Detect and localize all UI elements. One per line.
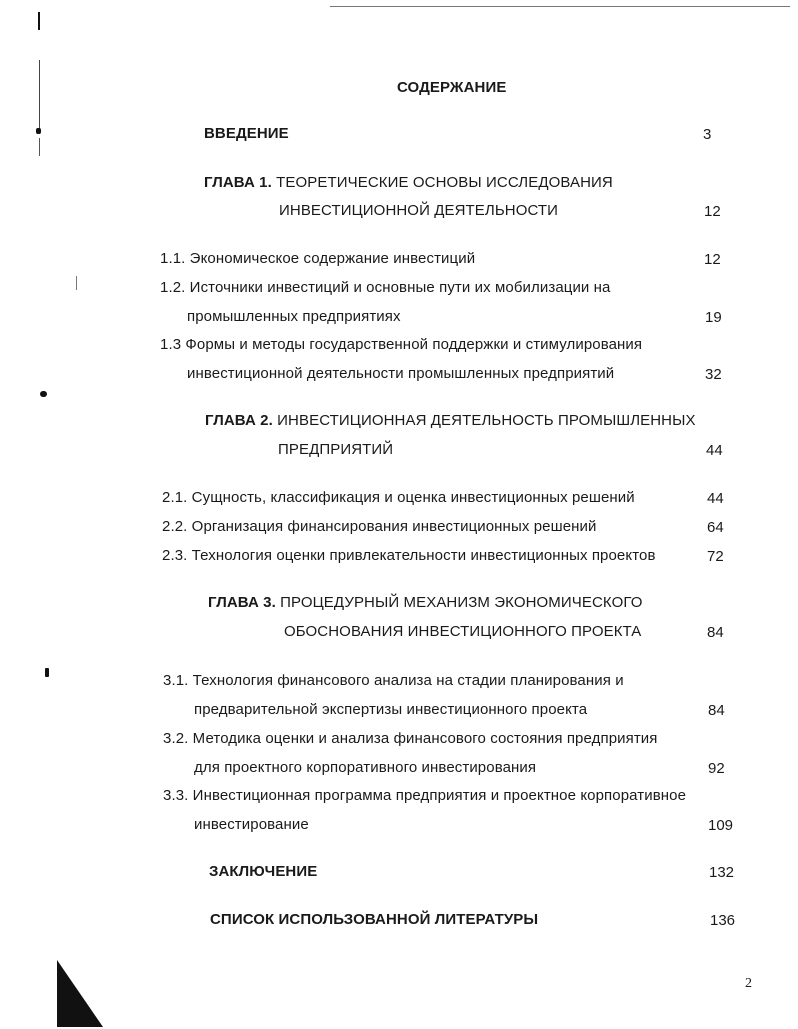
section-1-1-page: 12 (704, 251, 721, 268)
section-3-1-title-line2: предварительной экспертизы инвестиционного проекта (194, 701, 588, 718)
chapter-1-page: 12 (704, 203, 721, 220)
toc-conclusion-label: ЗАКЛЮЧЕНИЕ (209, 863, 318, 880)
chapter-3-page: 84 (707, 624, 724, 641)
section-3-2-page: 92 (708, 760, 725, 777)
chapter-1-prefix: ГЛАВА 1. (204, 174, 272, 191)
section-2-2-title: 2.2. Организация финансирования инвестиционных решений (162, 518, 597, 535)
section-1-1-title: 1.1. Экономическое содержание инвестиций (160, 250, 476, 267)
chapter-2-prefix: ГЛАВА 2. (205, 412, 273, 429)
section-1-2-page: 19 (705, 309, 722, 326)
section-3-3-title-line1: 3.3. Инвестиционная программа предприятия и проектное корпоративное (163, 787, 687, 804)
section-1-3-title-line1: 1.3 Формы и методы государственной поддержки и стимулирования (160, 336, 643, 353)
scan-artifact-dot (36, 128, 41, 134)
section-2-1-page: 44 (707, 490, 724, 507)
chapter-3-heading (208, 594, 642, 611)
section-2-1-title: 2.1. Сущность, классификация и оценка инвестиционных решений (162, 489, 635, 506)
section-2-2-page: 64 (707, 519, 724, 536)
section-3-1-title-line1: 3.1. Технология финансового анализа на стадии планирования и (163, 672, 624, 689)
chapter-1-title-line2: ИНВЕСТИЦИОННОЙ ДЕЯТЕЛЬНОСТИ (279, 202, 559, 219)
toc-references-page: 136 (710, 912, 736, 929)
chapter-3-title-line2: ОБОСНОВАНИЯ ИНВЕСТИЦИОННОГО ПРОЕКТА (284, 623, 642, 640)
section-3-3-page: 109 (708, 817, 734, 834)
scan-artifact-margin-line (39, 138, 40, 156)
chapter-2-title-line2: ПРЕДПРИЯТИЙ (278, 441, 394, 458)
toc-intro-label: ВВЕДЕНИЕ (204, 125, 289, 142)
scan-artifact-top-line (330, 6, 790, 7)
chapter-2-page: 44 (706, 442, 723, 459)
page-number: 2 (745, 976, 752, 991)
scan-artifact-dot (40, 391, 47, 397)
scan-artifact-margin-line (76, 276, 77, 290)
section-2-3-title: 2.3. Технология оценки привлекательности инвестиционных проектов (162, 547, 656, 564)
scan-artifact-corner-triangle (55, 958, 105, 1029)
toc-title: СОДЕРЖАНИЕ (397, 79, 507, 96)
chapter-1-title-line1: ТЕОРЕТИЧЕСКИЕ ОСНОВЫ ИССЛЕДОВАНИЯ (276, 174, 613, 191)
section-1-3-page: 32 (705, 366, 722, 383)
scan-artifact-margin-line (38, 12, 40, 30)
section-3-2-title-line1: 3.2. Методика оценки и анализа финансового состояния предприятия (163, 730, 658, 747)
section-3-3-title-line2: инвестирование (194, 816, 309, 833)
toc-references-label: СПИСОК ИСПОЛЬЗОВАННОЙ ЛИТЕРАТУРЫ (210, 911, 539, 928)
toc-conclusion-page: 132 (709, 864, 735, 881)
chapter-2-title-line1: ИНВЕСТИЦИОННАЯ ДЕЯТЕЛЬНОСТЬ ПРОМЫШЛЕННЫХ (277, 412, 696, 429)
scan-artifact-margin-line (39, 60, 40, 130)
scan-artifact-dot (45, 668, 49, 677)
chapter-3-prefix: ГЛАВА 3. (208, 594, 276, 611)
section-2-3-page: 72 (707, 548, 724, 565)
section-1-2-title-line1: 1.2. Источники инвестиций и основные пути их мобилизации на (160, 279, 611, 296)
section-3-2-title-line2: для проектного корпоративного инвестирования (194, 759, 537, 776)
section-1-2-title-line2: промышленных предприятиях (187, 308, 401, 325)
section-3-1-page: 84 (708, 702, 725, 719)
chapter-2-heading (205, 412, 696, 429)
chapter-3-title-line1: ПРОЦЕДУРНЫЙ МЕХАНИЗМ ЭКОНОМИЧЕСКОГО (280, 594, 643, 611)
toc-intro-page: 3 (703, 126, 712, 143)
chapter-1-heading (204, 174, 613, 191)
section-1-3-title-line2: инвестиционной деятельности промышленных предприятий (187, 365, 615, 382)
